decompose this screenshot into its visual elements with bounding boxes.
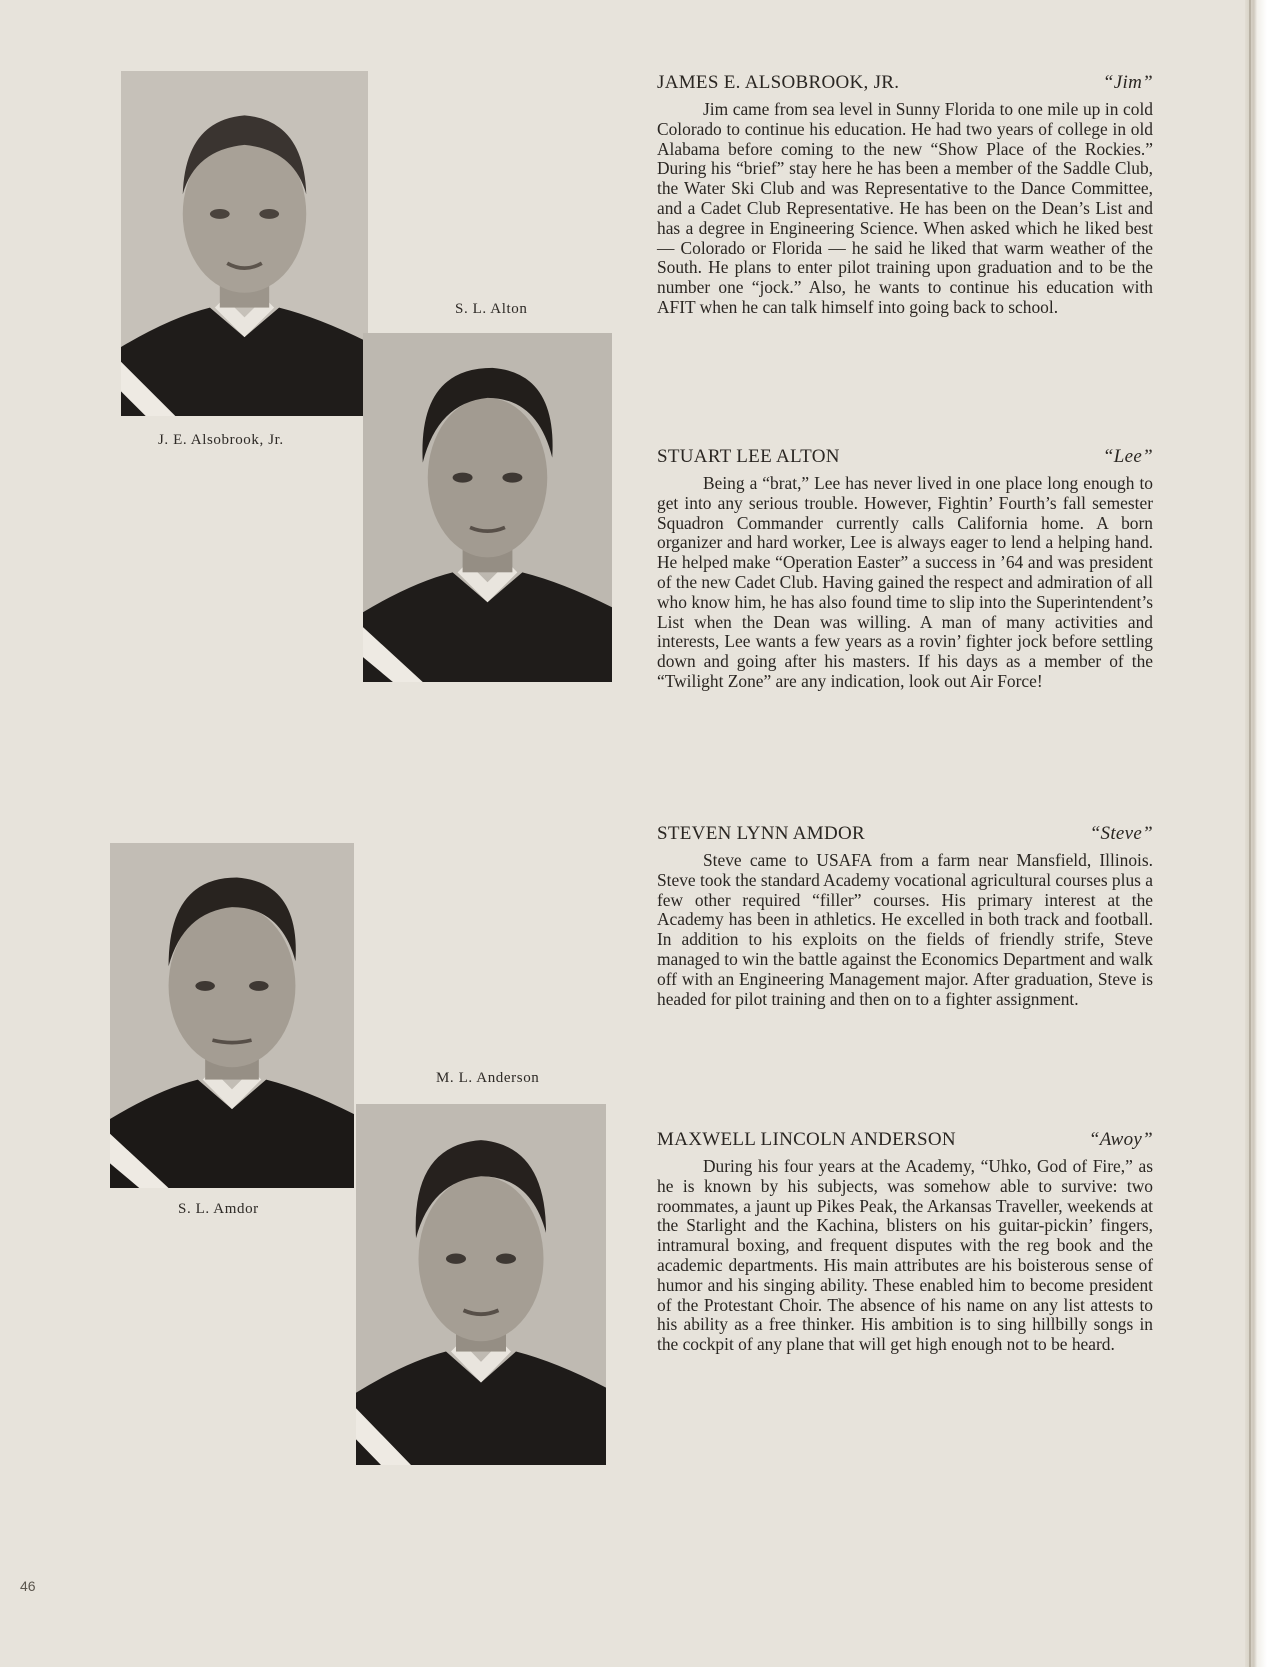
bio-header — [657, 1129, 1153, 1151]
cadet-name: MAXWELL LINCOLN ANDERSON — [657, 1129, 956, 1150]
portrait-amdor — [110, 843, 354, 1188]
portrait-anderson — [356, 1104, 606, 1465]
cadet-name: STUART LEE ALTON — [657, 446, 840, 467]
bio-header — [657, 446, 1153, 468]
cadet-bio: Being a “brat,” Lee has never lived in one place long enough to get into any serious trouble. However, Fightin’ Fourth’s fall semester Squadron Commander currently calls California home. A born organizer and hard worker, Lee is always eager to lend a helping hand. He helped make “Operation Easter” a success in ’64 and was president of the new Cadet Club. Having gained the respect and admiration of all who know him, he has also found time to slip into the Superintendent’s List when the Dean was willing. A man of many activities and interests, Lee wants a few years as a rovin’ fighter jock before settling down and going after his masters. If his days as a member of the “Twilight Zone” are any indication, look out Air Force! — [657, 473, 1153, 691]
bio-amdor — [657, 823, 1153, 1009]
cadet-name: JAMES E. ALSOBROOK, JR. — [657, 72, 900, 93]
cadet-nickname: “Steve” — [1089, 823, 1153, 844]
page-number: 46 — [20, 1578, 36, 1594]
portrait-alsobrook — [121, 71, 368, 416]
caption-alsobrook: J. E. Alsobrook, Jr. — [158, 432, 284, 448]
cadet-name: STEVEN LYNN AMDOR — [657, 823, 865, 844]
cadet-nickname: “Awoy” — [1088, 1129, 1153, 1150]
bio-header — [657, 72, 1153, 94]
caption-alton: S. L. Alton — [455, 301, 528, 317]
cadet-bio: During his four years at the Academy, “Uhko, God of Fire,” as he is known by his subjects, was somehow able to survive: two roommates, a jaunt up Pikes Peak, the Arkansas Traveller, weekends at the Starlight and the Kachina, blisters on his guitar-pickin’ fingers, intramural boxing, and frequent disputes with the reg book and the academic departments. His main attributes are his boisterous sense of humor and his singing ability. These enabled him to become president of the Protestant Choir. The absence of his name on any list attests to his ability as a free thinker. His ambition is to sing hillbilly songs in the cockpit of any plane that will get high enough not to be heard. — [657, 1156, 1153, 1355]
cadet-bio: Steve came to USAFA from a farm near Mansfield, Illinois. Steve took the standard Academy vocational agricultural courses plus a few other required “filler” courses. His primary interest at the Academy has been in athletics. He excelled in both track and football. In addition to his exploits on the fields of friendly strife, Steve managed to win the battle against the Economics Department and walk off with an Engineering Management major. After graduation, Steve is headed for pilot training and then on to a fighter assignment. — [657, 850, 1153, 1009]
bio-anderson — [657, 1129, 1153, 1355]
spine-line — [1249, 0, 1251, 1667]
portrait-alton — [363, 333, 612, 682]
cadet-bio: Jim came from sea level in Sunny Florida to one mile up in cold Colorado to continue his education. He had two years of college in old Alabama before coming to the new “Show Place of the Rockies.” During his “brief” stay here he has been a member of the Saddle Club, the Water Ski Club and was Representative to the Dance Committee, and a Cadet Club Representative. He has been on the Dean’s List and has a degree in Engineering Science. When asked which he liked best — Colorado or Florida — he said he liked that warm weather of the South. He plans to enter pilot training upon graduation and to be the number one “jock.” Also, he wants to continue his education with AFIT when he can talk himself into going back to school. — [657, 99, 1153, 317]
bio-alton — [657, 446, 1153, 692]
caption-amdor: S. L. Amdor — [178, 1201, 259, 1217]
caption-anderson: M. L. Anderson — [436, 1070, 540, 1086]
cadet-nickname: “Jim” — [1102, 72, 1153, 93]
cadet-nickname: “Lee” — [1102, 446, 1153, 467]
bio-alsobrook — [657, 72, 1153, 318]
bio-header — [657, 823, 1153, 845]
